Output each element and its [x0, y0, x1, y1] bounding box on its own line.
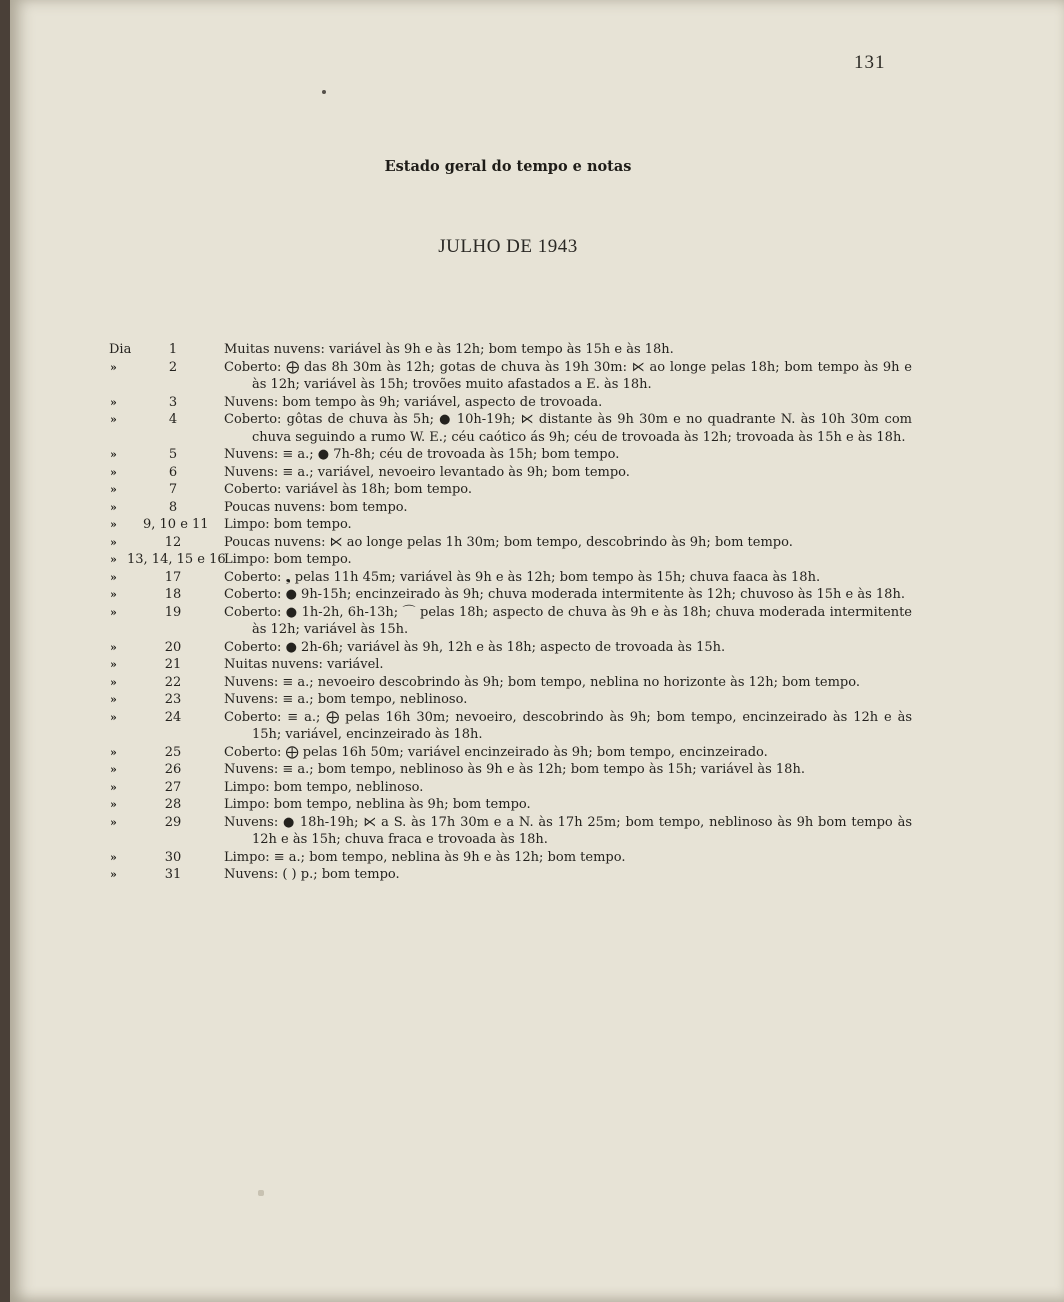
- entry-row: [10, 499, 1064, 517]
- entry-text: Coberto: variável às 18h; bom tempo.: [224, 482, 472, 497]
- ditto-mark: »: [110, 798, 117, 811]
- day-number: 6: [168, 464, 178, 480]
- day-number: 26: [164, 762, 182, 777]
- day-number: 3: [168, 394, 178, 410]
- entry-row: [10, 849, 1064, 867]
- entry-text: Limpo: bom tempo, neblinoso.: [224, 779, 424, 795]
- entry-row: [10, 534, 1064, 552]
- entry-text: Muitas nuvens: variável às 9h e às 12h; bom tempo às 15h e às 18h.: [224, 342, 674, 357]
- ditto-mark: »: [110, 413, 117, 426]
- entry-text: Coberto: ⨁ das 8h 30m às 12h; gotas de chuva às 19h 30m: ⋉ ao longe pelas 18h; bom tempo às 9h e às 12h; variável às 15h; trovões muito afastados a E. às 18h.: [224, 359, 912, 392]
- entry-row: [10, 866, 1064, 884]
- entry-row: [10, 761, 1064, 779]
- ditto-mark: »: [110, 588, 117, 601]
- ditto-mark: »: [110, 763, 117, 776]
- ditto-mark: »: [110, 360, 117, 374]
- day-number: 22: [164, 674, 182, 690]
- ditto-mark: »: [110, 850, 117, 864]
- day-number: 5: [168, 447, 178, 462]
- day-number: 30: [164, 849, 182, 865]
- ditto-mark: »: [110, 868, 117, 881]
- entry-text: Poucas nuvens: bom tempo.: [224, 499, 408, 515]
- day-number: 4: [168, 412, 178, 427]
- day-number: 24: [164, 709, 182, 725]
- day-number: 28: [164, 797, 182, 812]
- entry-row: [10, 656, 1064, 674]
- page-title: Estado geral do tempo e notas: [384, 158, 632, 175]
- day-number: 31: [164, 867, 182, 882]
- entry-row: [10, 674, 1064, 692]
- ditto-mark: »: [110, 605, 117, 619]
- page-number: 131: [854, 52, 886, 73]
- ditto-mark: »: [110, 448, 117, 461]
- day-number: 27: [164, 779, 182, 795]
- entry-text: Limpo: bom tempo.: [224, 517, 352, 532]
- entry-text: Limpo: bom tempo.: [224, 552, 352, 567]
- entry-text: Limpo: bom tempo, neblina às 9h; bom tempo.: [224, 797, 531, 812]
- entry-text: Coberto: ≡ a.; ⨁ pelas 16h 30m; nevoeiro, descobrindo às 9h; bom tempo, encinzeirado às 12h e às 15h; variável, encinzeirado às 18h.: [224, 709, 912, 742]
- entry-row: [10, 411, 1064, 446]
- paper-speck: [258, 1190, 264, 1196]
- entry-text: Coberto: ● 1h-2h, 6h-13h; ⌒ pelas 18h; aspecto de chuva às 9h e às 18h; chuva moderada intermitente às 12h; variável às 15h.: [224, 604, 912, 637]
- ditto-mark: »: [110, 395, 117, 409]
- ditto-mark: »: [110, 815, 117, 829]
- entry-row: [10, 814, 1064, 849]
- entry-text: Limpo: ≡ a.; bom tempo, neblina às 9h e às 12h; bom tempo.: [224, 849, 626, 865]
- ditto-mark: »: [110, 780, 117, 794]
- day-number: 18: [164, 587, 182, 602]
- ditto-mark: »: [110, 658, 117, 671]
- entry-text: Nuvens: ● 18h-19h; ⋉ a S. às 17h 30m e a N. às 17h 25m; bom tempo, neblinoso às 9h bom tempo às 12h e às 15h; chuva fraca e trovoada às 18h.: [224, 814, 912, 847]
- entry-row: [10, 464, 1064, 482]
- day-number: 17: [164, 569, 182, 585]
- document-page: [10, 0, 1064, 1302]
- ditto-mark: »: [110, 675, 117, 689]
- entry-row: [10, 709, 1064, 744]
- entry-row: [10, 691, 1064, 709]
- entry-row: [10, 639, 1064, 657]
- entry-row: [10, 604, 1064, 639]
- entry-text: Nuitas nuvens: variável.: [224, 657, 384, 672]
- day-number: 25: [164, 744, 182, 760]
- entry-row: [10, 446, 1064, 464]
- entry-row: [10, 551, 1064, 569]
- ditto-mark: »: [110, 693, 117, 706]
- day-number: 19: [164, 604, 182, 620]
- dia-label: Dia: [109, 342, 132, 357]
- entry-row: [10, 341, 1064, 359]
- ditto-mark: »: [110, 745, 117, 759]
- day-number: 9, 10 e 11: [143, 517, 209, 532]
- entry-row: [10, 569, 1064, 587]
- ditto-mark: »: [110, 640, 117, 654]
- entry-text: Coberto: ⨁ pelas 16h 50m; variável encinzeirado às 9h; bom tempo, encinzeirado.: [224, 744, 768, 760]
- day-number: 1: [168, 342, 178, 357]
- ditto-mark: »: [110, 570, 117, 584]
- entry-text: Coberto: ● 9h-15h; encinzeirado às 9h; chuva moderada intermitente às 12h; chuvoso às 15h e às 18h.: [224, 587, 905, 602]
- day-number: 8: [168, 499, 178, 515]
- entry-text: Nuvens: ≡ a.; bom tempo, neblinoso.: [224, 692, 468, 707]
- day-number: 2: [168, 359, 178, 375]
- entry-text: Coberto: gôtas de chuva às 5h; ● 10h-19h; ⋉ distante às 9h 30m e no quadrante N. às 10h 30m com chuva seguindo a rumo W. E.; céu caótico ás 9h; céu de trovoada às 12h; trovoada às 15h e às 18h.: [224, 412, 912, 445]
- entry-text: Coberto: ● 2h-6h; variável às 9h, 12h e às 18h; aspecto de trovoada às 15h.: [224, 639, 726, 655]
- entry-text: Nuvens: ≡ a.; bom tempo, neblinoso às 9h e às 12h; bom tempo às 15h; variável às 18h.: [224, 762, 805, 777]
- day-number: 20: [164, 639, 182, 655]
- ditto-mark: »: [110, 710, 117, 724]
- entry-text: Nuvens: ≡ a.; ● 7h-8h; céu de trovoada às 15h; bom tempo.: [224, 447, 620, 462]
- ditto-mark: »: [110, 500, 117, 514]
- paper-speck: [322, 90, 326, 94]
- day-number: 13, 14, 15 e 16: [127, 552, 226, 567]
- entry-row: [10, 779, 1064, 797]
- entry-row: [10, 744, 1064, 762]
- entry-row: [10, 394, 1064, 412]
- entry-text: Nuvens: ≡ a.; nevoeiro descobrindo às 9h; bom tempo, neblina no horizonte às 12h; bom tempo.: [224, 674, 860, 690]
- entry-row: [10, 586, 1064, 604]
- weather-entries-list: [10, 341, 1064, 884]
- entry-text: Nuvens: bom tempo às 9h; variável, aspecto de trovoada.: [224, 394, 603, 410]
- ditto-mark: »: [110, 483, 117, 496]
- page-subtitle: JULHO DE 1943: [438, 236, 578, 257]
- day-number: 23: [164, 692, 182, 707]
- ditto-mark: »: [110, 553, 117, 566]
- ditto-mark: »: [110, 465, 117, 479]
- entry-text: Poucas nuvens: ⋉ ao longe pelas 1h 30m; bom tempo, descobrindo às 9h; bom tempo.: [224, 534, 793, 550]
- day-number: 7: [168, 482, 178, 497]
- entry-text: Nuvens: ( ) p.; bom tempo.: [224, 867, 400, 882]
- entry-row: [10, 796, 1064, 814]
- day-number: 12: [164, 534, 182, 550]
- entry-text: Nuvens: ≡ a.; variável, nevoeiro levantado às 9h; bom tempo.: [224, 464, 630, 480]
- day-number: 21: [164, 657, 182, 672]
- entry-text: Coberto: ❟ pelas 11h 45m; variável às 9h e às 12h; bom tempo às 15h; chuva faaca às 18h.: [224, 569, 821, 585]
- day-number: 29: [164, 814, 182, 830]
- ditto-mark: »: [110, 535, 117, 549]
- entry-row: [10, 359, 1064, 394]
- ditto-mark: »: [110, 518, 117, 531]
- entry-row: [10, 516, 1064, 534]
- entry-row: [10, 481, 1064, 499]
